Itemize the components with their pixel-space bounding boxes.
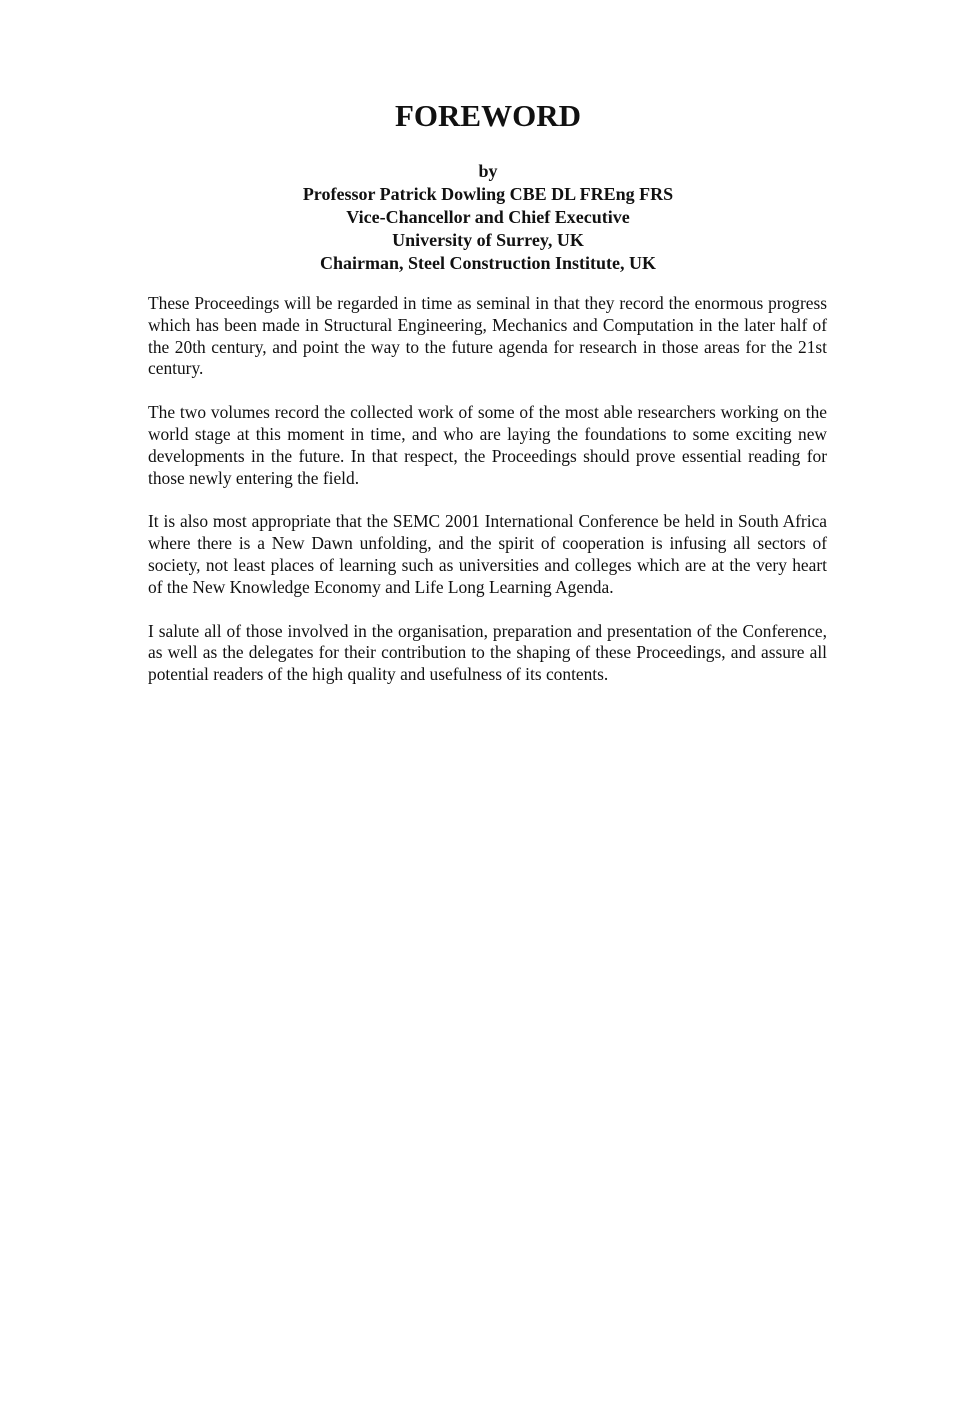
byline bbox=[0, 160, 976, 275]
byline-role: Vice-Chancellor and Chief Executive bbox=[346, 207, 630, 227]
foreword-body bbox=[148, 293, 827, 708]
page-title: FOREWORD bbox=[395, 98, 581, 133]
paragraph: It is also most appropriate that the SEMC 2001 International Conference be held in South Africa where there is a New Dawn unfolding, and the spirit of cooperation is infusing all sectors of society, not least places of learning such as universities and colleges which are at the very heart of the New Knowledge Economy and Life Long Learning Agenda. bbox=[148, 511, 827, 597]
byline-chairman: Chairman, Steel Construction Institute, UK bbox=[320, 253, 656, 273]
paragraph: The two volumes record the collected work of some of the most able researchers working on the world stage at this moment in time, and who are laying the foundations to some exciting new developments in the future. In that respect, the Proceedings should prove essential reading for those newly entering the field. bbox=[148, 402, 827, 488]
byline-institution: University of Surrey, UK bbox=[392, 230, 584, 250]
paragraph: I salute all of those involved in the organisation, preparation and presentation of the Conference, as well as the delegates for their contribution to the shaping of these Proceedings, and assure all potential readers of the high quality and usefulness of its contents. bbox=[148, 620, 827, 685]
byline-author: Professor Patrick Dowling CBE DL FREng FRS bbox=[302, 184, 674, 204]
paragraph: These Proceedings will be regarded in time as seminal in that they record the enormous progress which has been made in Structural Engineering, Mechanics and Computation in the later half of the 20th century, and point the way to the future agenda for research in those areas for the 21st century. bbox=[148, 293, 827, 379]
byline-by: by bbox=[478, 161, 498, 181]
